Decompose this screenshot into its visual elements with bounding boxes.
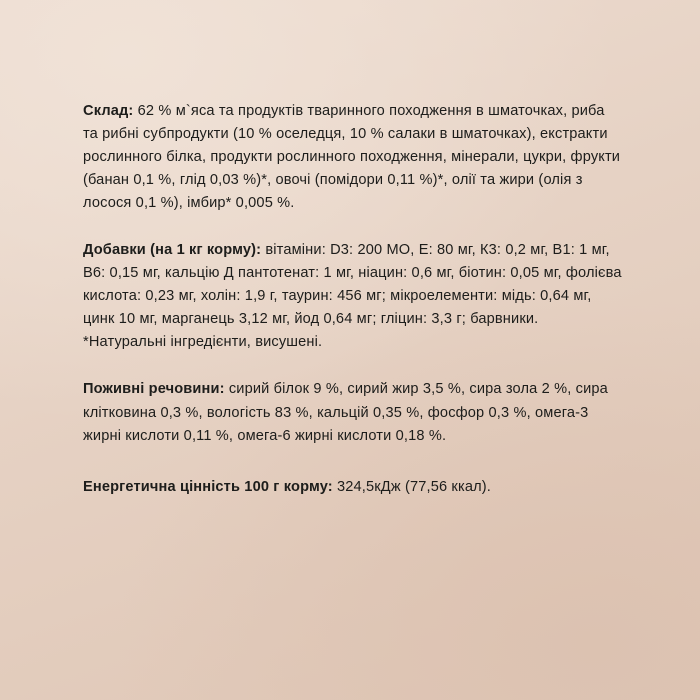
composition-body: 62 % м`яса та продуктів тваринного походження в шматочках, риба та рибні субпродукти (10 % оселедця, 10 % салаки в шматочках), екстракти рослинного білка, продукти рослинного походження, мінерали, цукри, фрукти (банан 0,1 %, глід 0,03 %)*, овочі (помідори 0,11 %)*, олії та жири (олія з лосося 0,1 %), імбир* 0,005 %. bbox=[83, 103, 621, 212]
energy-value-heading: Енергетична цінність 100 г корму: bbox=[83, 478, 333, 495]
composition-section bbox=[83, 100, 623, 215]
additives-section bbox=[83, 239, 623, 354]
nutrition-label-content bbox=[83, 100, 623, 499]
additives-body: вітаміни: D3: 200 МО, Е: 80 мг, К3: 0,2 мг, В1: 1 мг, В6: 0,15 мг, кальцію Д пантотенат: 1 мг, ніацин: 0,6 мг, біотин: 0,05 мг, фолієва кислота: 0,23 мг, холін: 1,9 г, таурин: 456 мг; мікроелементи: мідь: 0,64 мг, цинк 10 мг, марганець 3,12 мг, йод 0,64 мг; гліцин: 3,3 г; барвники. *Натуральні інгредієнти, висушені. bbox=[83, 242, 622, 351]
nutrients-section bbox=[83, 378, 623, 447]
nutrients-heading: Поживні речовини: bbox=[83, 381, 225, 398]
energy-value-section bbox=[83, 476, 623, 499]
composition-heading: Склад: bbox=[83, 103, 134, 119]
additives-heading: Добавки (на 1 кг корму): bbox=[83, 242, 262, 259]
energy-value-body: 324,5кДж (77,56 ккал). bbox=[332, 478, 491, 495]
nutrients-body: сирий білок 9 %, сирий жир 3,5 %, сира зола 2 %, сира клітковина 0,3 %, вологість 83 %, кальцій 0,35 %, фосфор 0,3 %, омега-3 жирні кислоти 0,11 %, омега-6 жирні кислоти 0,18 %. bbox=[83, 381, 608, 444]
